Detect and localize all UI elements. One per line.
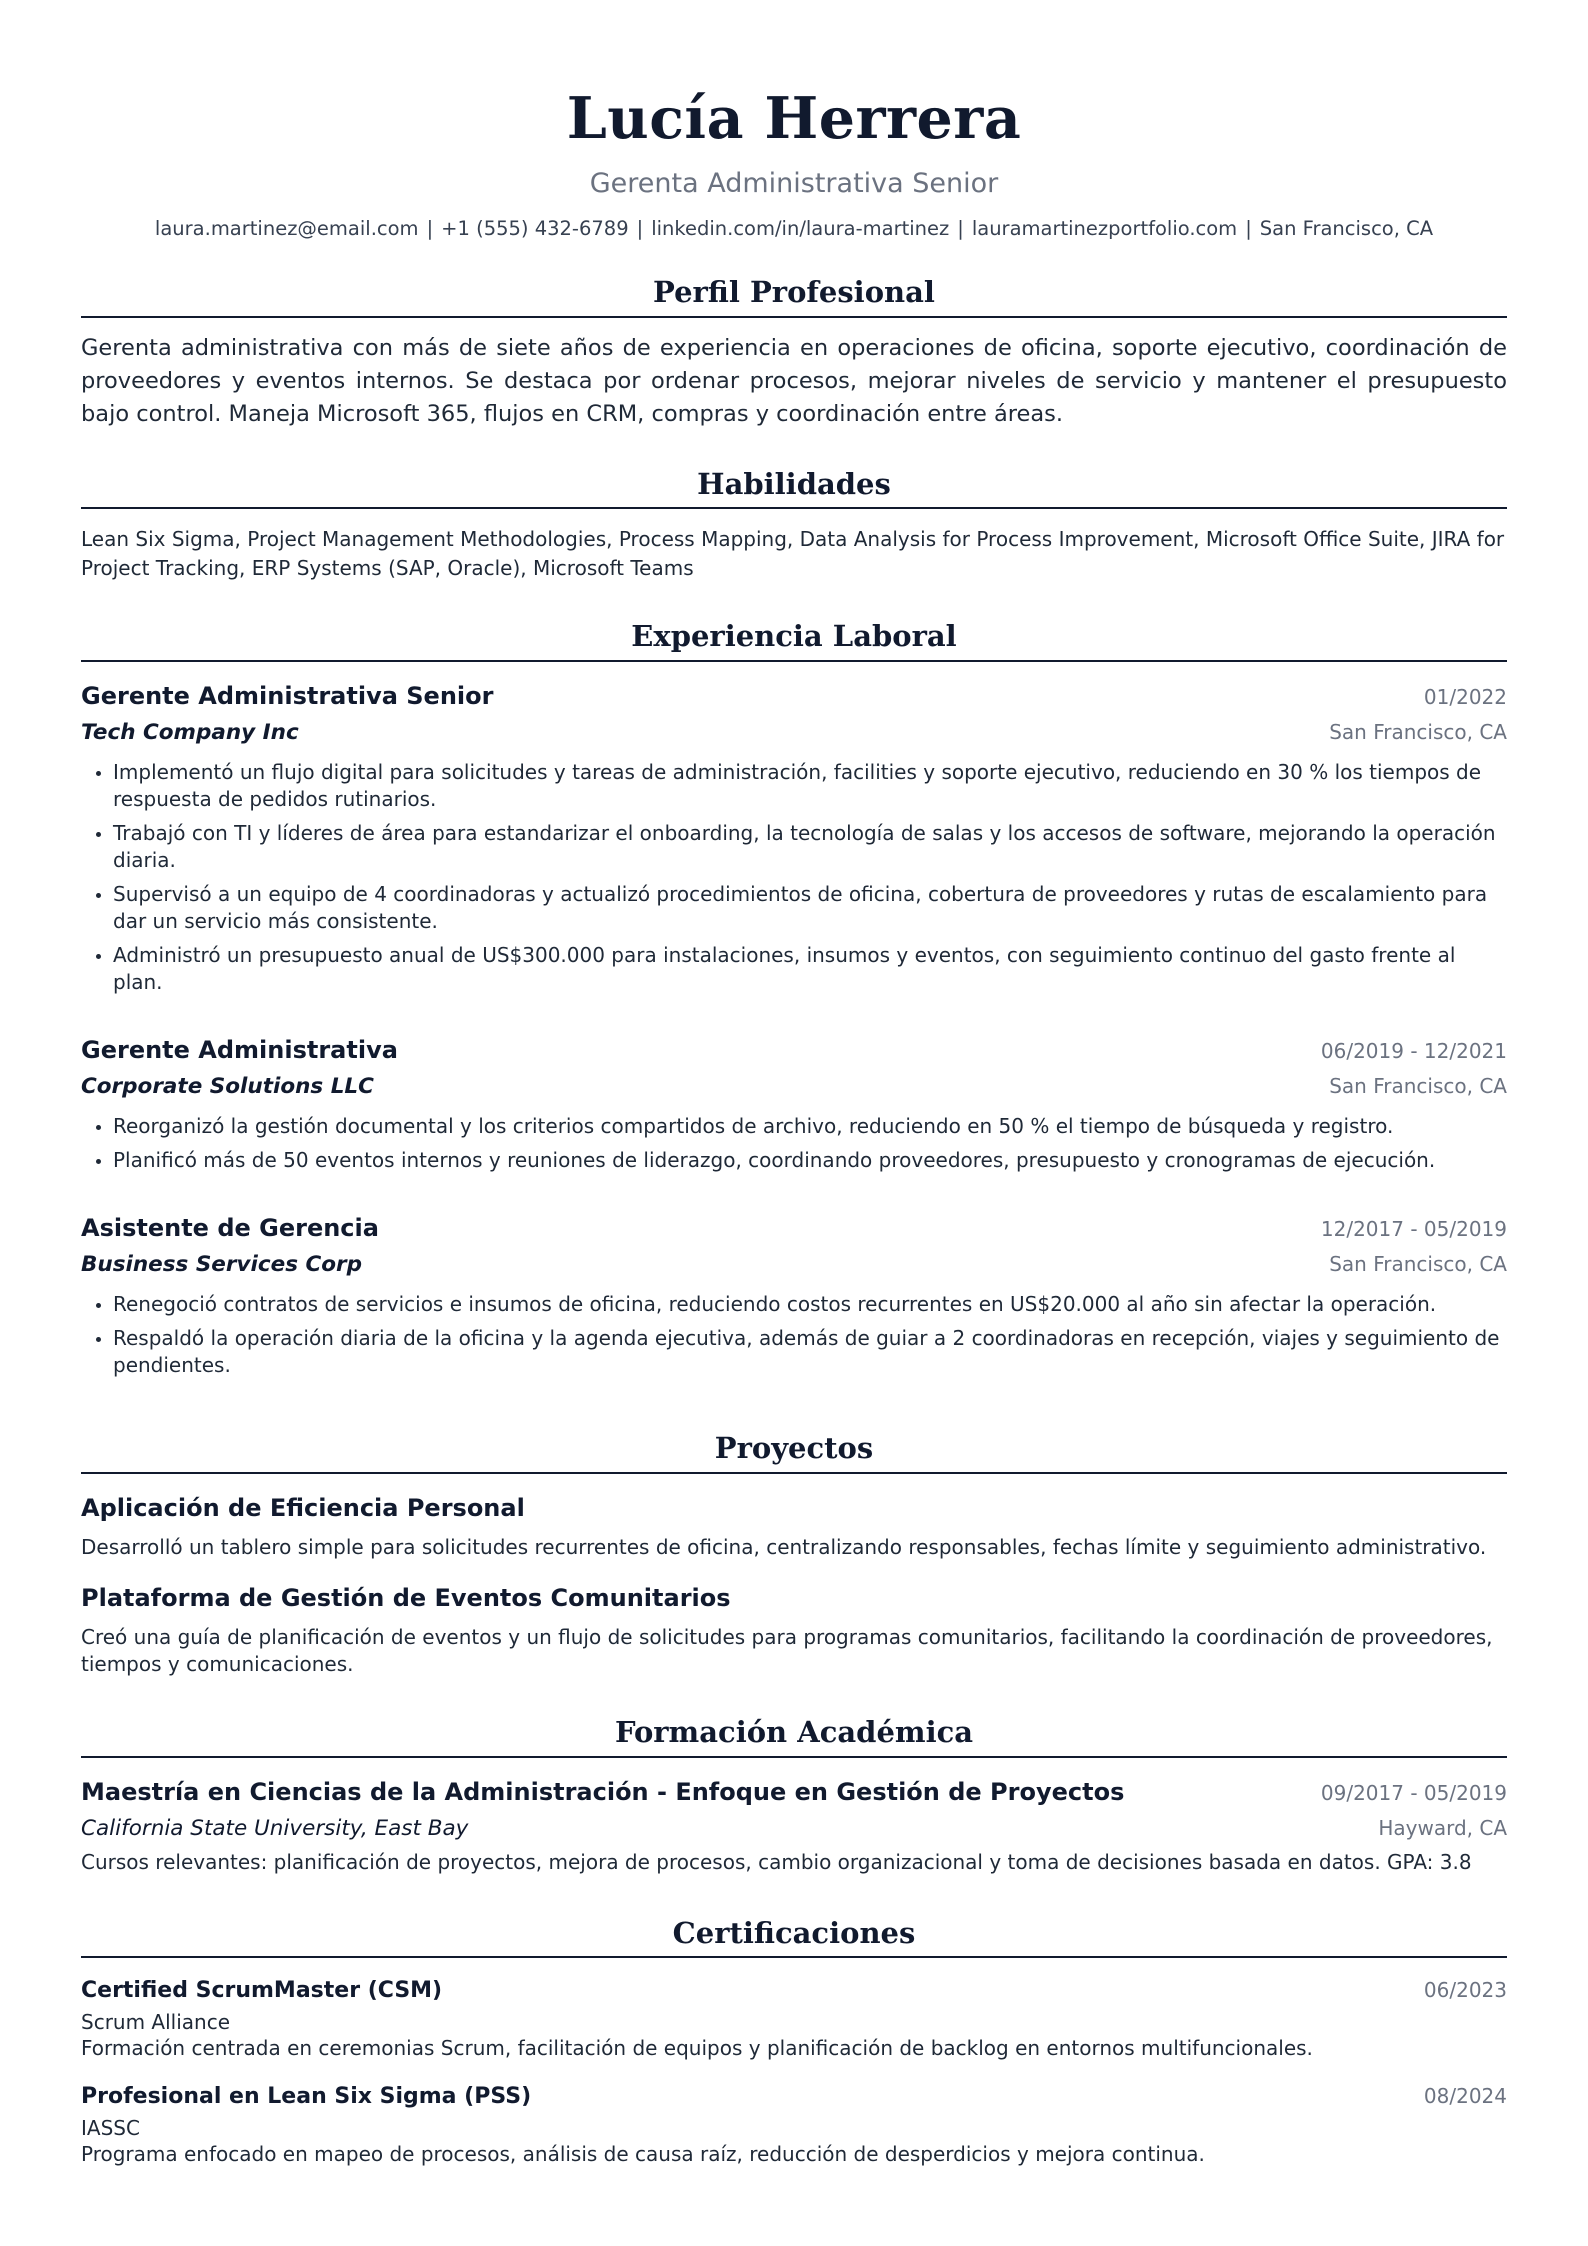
bullet-item: Planificó más de 50 eventos internos y reuniones de liderazgo, coordinando proveedores, presupuesto y cronogramas de ejecución. [113,1147,1507,1174]
candidate-headline: Gerenta Administrativa Senior [589,167,999,199]
certification-entry [81,1978,1507,2062]
bullet-item: Supervisó a un equipo de 4 coordinadoras y actualizó procedimientos de oficina, cobertura de proveedores y rutas de escalamiento para dar un servicio más consistente. [113,881,1507,935]
summary-section [81,275,1507,430]
project-entry [81,1494,1507,1562]
job-bullets [81,1113,1507,1174]
job-location: San Francisco, CA [1329,1252,1507,1277]
education-date: 09/2017 - 05/2019 [1320,1780,1507,1805]
certification-name: Certified ScrumMaster (CSM) [81,1978,443,2004]
project-entry [81,1584,1507,1679]
job-company: Tech Company Inc [81,720,299,746]
certification-description: Formación centrada en ceremonias Scrum, facilitación de equipos y planificación de backlog en entornos multifuncionales. [81,2036,1313,2061]
job-date: 01/2022 [1423,685,1507,710]
certification-issuer: IASSC [81,2116,140,2141]
job-entry [81,682,1507,996]
job-bullets [81,1291,1507,1379]
education-section [81,1715,1507,1876]
bullet-item: Renegoció contratos de servicios e insumos de oficina, reduciendo costos recurrentes en US$20.000 al año sin afectar la operación. [113,1291,1507,1318]
contact-portfolio: lauramartinezportfolio.com [971,216,1238,240]
project-description: Creó una guía de planificación de eventos y un flujo de solicitudes para programas comunitarios, facilitando la coordinación de proveedores, tiempos y comunicaciones. [81,1624,1493,1677]
bullet-item: Implementó un flujo digital para solicitudes y tareas de administración, facilities y soporte ejecutivo, reduciendo en 30 % los tiempos de respuesta de pedidos rutinarios. [113,759,1507,813]
skills-section [81,467,1507,584]
candidate-name: Lucía Herrera [566,85,1022,152]
certifications-section [81,1916,1507,2169]
project-name: Aplicación de Eficiencia Personal [81,1494,525,1522]
resume-header [81,86,1507,241]
contact-email: laura.martinez@email.com [154,216,419,240]
contact-separator: | [636,216,644,240]
job-bullets [81,759,1507,996]
job-title: Asistente de Gerencia [81,1214,379,1243]
summary-text: Gerenta administrativa con más de siete años de experiencia en operaciones de oficina, soporte ejecutivo, coordinación de proveedores y eventos internos. Se destaca por ordenar procesos, mejorar niveles de servicio y mantener el presupuesto bajo control. Maneja Microsoft 365, flujos en CRM, compras y coordinación entre áreas. [81,335,1507,427]
contact-location: San Francisco, CA [1259,216,1434,240]
contact-separator: | [426,216,434,240]
school-location: Hayward, CA [1378,1815,1507,1840]
section-title: Habilidades [81,467,1507,510]
job-date: 12/2017 - 05/2019 [1320,1217,1507,1242]
job-company: Corporate Solutions LLC [81,1074,374,1100]
contact-phone: +1 (555) 432-6789 [441,216,629,240]
job-title: Gerente Administrativa Senior [81,682,494,711]
job-location: San Francisco, CA [1329,1074,1507,1099]
section-title: Formación Académica [81,1715,1507,1758]
section-title: Proyectos [81,1431,1507,1474]
job-company: Business Services Corp [81,1252,363,1278]
education-entry [81,1778,1507,1876]
experience-section [81,619,1507,1379]
job-entry [81,1036,1507,1174]
section-title: Certificaciones [81,1916,1507,1959]
job-date: 06/2019 - 12/2021 [1320,1039,1507,1064]
projects-section [81,1431,1507,1679]
job-entry [81,1214,1507,1379]
section-title: Experiencia Laboral [81,619,1507,662]
contact-linkedin: linkedin.com/in/laura-martinez [651,216,950,240]
bullet-item: Administró un presupuesto anual de US$300.000 para instalaciones, insumos y eventos, con seguimiento continuo del gasto frente al plan. [113,942,1507,996]
contact-line [81,216,1507,241]
certification-date: 08/2024 [1423,2084,1507,2109]
bullet-item: Respaldó la operación diaria de la oficina y la agenda ejecutiva, además de guiar a 2 coordinadoras en recepción, viajes y seguimiento de pendientes. [113,1325,1507,1379]
job-title: Gerente Administrativa [81,1036,398,1065]
bullet-item: Trabajó con TI y líderes de área para estandarizar el onboarding, la tecnología de salas y los accesos de software, mejorando la operación diaria. [113,820,1507,874]
certification-name: Profesional en Lean Six Sigma (PSS) [81,2084,532,2110]
degree-title: Maestría en Ciencias de la Administración - Enfoque en Gestión de Proyectos [81,1777,1125,1806]
contact-separator: | [1245,216,1252,240]
certification-entry [81,2084,1507,2168]
certification-date: 06/2023 [1423,1978,1507,2003]
education-details: Cursos relevantes: planificación de proyectos, mejora de procesos, cambio organizacional y toma de decisiones basada en datos. GPA: 3.8 [81,1849,1472,1874]
project-description: Desarrolló un tablero simple para solicitudes recurrentes de oficina, centralizando responsables, fechas límite y seguimiento administrativo. [81,1535,1487,1559]
bullet-item: Reorganizó la gestión documental y los criterios compartidos de archivo, reduciendo en 50 % el tiempo de búsqueda y registro. [113,1113,1507,1140]
certification-issuer: Scrum Alliance [81,2010,231,2035]
certification-description: Programa enfocado en mapeo de procesos, análisis de causa raíz, reducción de desperdicios y mejora continua. [81,2142,1205,2167]
project-name: Plataforma de Gestión de Eventos Comunitarios [81,1583,731,1612]
contact-separator: | [957,216,964,240]
school-name: California State University, East Bay [81,1815,469,1841]
skills-text: Lean Six Sigma, Project Management Methodologies, Process Mapping, Data Analysis for Process Improvement, Microsoft Office Suite, JIRA for Project Tracking, ERP Systems (SAP, Oracle), Microsoft Teams [81,527,1505,581]
job-location: San Francisco, CA [1329,720,1507,745]
section-title: Perfil Profesional [81,275,1507,318]
